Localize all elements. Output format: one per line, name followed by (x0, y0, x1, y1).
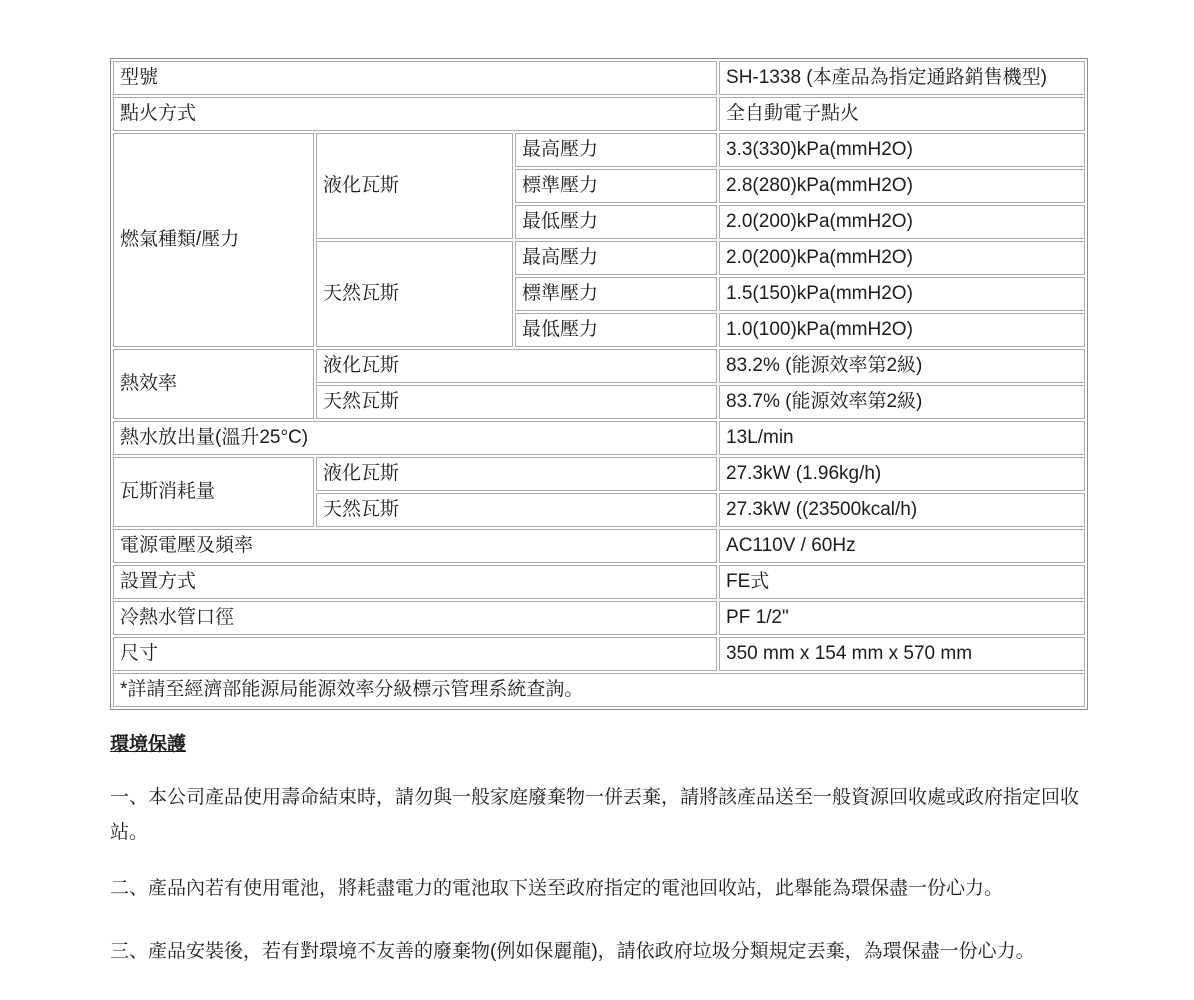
environment-paragraph-1: 一、本公司產品使用壽命結束時，請勿與一般家庭廢棄物一併丟棄，請將該產品送至一般資源回收處或政府指定回收站。 (110, 787, 1080, 843)
efficiency-label: 熱效率 (113, 349, 314, 419)
pipe-diameter-label: 冷熱水管口徑 (113, 601, 717, 635)
efficiency-ng-value: 83.7% (能源效率第2級) (719, 385, 1085, 419)
efficiency-ng-label: 天然瓦斯 (316, 385, 717, 419)
gas-ng-max-value: 2.0(200)kPa(mmH2O) (719, 241, 1085, 275)
gas-ng-label: 天然瓦斯 (316, 241, 513, 347)
row-pipe-diameter (113, 601, 1085, 635)
power-label: 電源電壓及頻率 (113, 529, 717, 563)
row-gas-lpg-max (113, 133, 1085, 167)
dimensions-value: 350 mm x 154 mm x 570 mm (719, 637, 1085, 671)
efficiency-lpg-value: 83.2% (能源效率第2級) (719, 349, 1085, 383)
gas-ng-std-label: 標準壓力 (515, 277, 717, 311)
hot-water-output-label: 熱水放出量(溫升25°C) (113, 421, 717, 455)
dimensions-label: 尺寸 (113, 637, 717, 671)
hot-water-output-value: 13L/min (719, 421, 1085, 455)
row-dimensions (113, 637, 1085, 671)
row-note (113, 673, 1085, 707)
pipe-diameter-value: PF 1/2" (719, 601, 1085, 635)
gas-ng-min-label: 最低壓力 (515, 313, 717, 347)
environment-protection-heading: 環境保護 (110, 734, 187, 755)
gas-lpg-label: 液化瓦斯 (316, 133, 513, 239)
gas-ng-max-label: 最高壓力 (515, 241, 717, 275)
model-label: 型號 (113, 61, 717, 95)
gas-consumption-ng-label: 天然瓦斯 (316, 493, 717, 527)
installation-value: FE式 (719, 565, 1085, 599)
environment-protection-section (110, 731, 1088, 969)
environment-paragraph-2: 二、產品內若有使用電池，將耗盡電力的電池取下送至政府指定的電池回收站，此舉能為環保盡一份心力。 (110, 878, 1004, 899)
row-efficiency-lpg (113, 349, 1085, 383)
gas-consumption-lpg-label: 液化瓦斯 (316, 457, 717, 491)
gas-consumption-label: 瓦斯消耗量 (113, 457, 314, 527)
installation-label: 設置方式 (113, 565, 717, 599)
gas-lpg-std-value: 2.8(280)kPa(mmH2O) (719, 169, 1085, 203)
gas-lpg-max-label: 最高壓力 (515, 133, 717, 167)
gas-ng-std-value: 1.5(150)kPa(mmH2O) (719, 277, 1085, 311)
row-model (113, 61, 1085, 95)
power-value: AC110V / 60Hz (719, 529, 1085, 563)
gas-type-pressure-label: 燃氣種類/壓力 (113, 133, 314, 347)
gas-lpg-std-label: 標準壓力 (515, 169, 717, 203)
gas-consumption-lpg-value: 27.3kW (1.96kg/h) (719, 457, 1085, 491)
row-hot-water-output (113, 421, 1085, 455)
gas-ng-min-value: 1.0(100)kPa(mmH2O) (719, 313, 1085, 347)
gas-lpg-min-value: 2.0(200)kPa(mmH2O) (719, 205, 1085, 239)
content-area (110, 58, 1088, 969)
row-ignition (113, 97, 1085, 131)
ignition-label: 點火方式 (113, 97, 717, 131)
ignition-value: 全自動電子點火 (719, 97, 1085, 131)
row-gas-consumption-lpg (113, 457, 1085, 491)
environment-paragraph-3: 三、產品安裝後，若有對環境不友善的廢棄物(例如保麗龍)，請依政府垃圾分類規定丟棄，為環保盡一份心力。 (110, 941, 1035, 962)
gas-lpg-min-label: 最低壓力 (515, 205, 717, 239)
row-installation (113, 565, 1085, 599)
gas-lpg-max-value: 3.3(330)kPa(mmH2O) (719, 133, 1085, 167)
gas-consumption-ng-value: 27.3kW ((23500kcal/h) (719, 493, 1085, 527)
model-value: SH-1338 (本產品為指定通路銷售機型) (719, 61, 1085, 95)
efficiency-lpg-label: 液化瓦斯 (316, 349, 717, 383)
energy-efficiency-note: *詳請至經濟部能源局能源效率分級標示管理系統查詢。 (113, 673, 1085, 707)
row-power (113, 529, 1085, 563)
spec-table (110, 58, 1088, 710)
